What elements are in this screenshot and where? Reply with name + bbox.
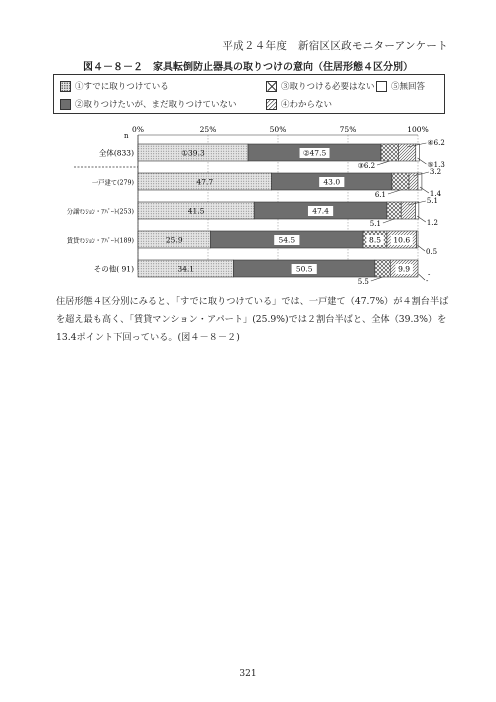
- data-label: 5.1: [426, 197, 438, 205]
- dot-pattern-icon: [60, 81, 71, 92]
- stacked-bar-chart: [0, 120, 496, 285]
- x-tick-label: 50%: [269, 125, 287, 134]
- legend-label: ④わからない: [281, 100, 333, 110]
- legend-item-5: [376, 80, 425, 92]
- data-label: 41.5: [187, 206, 205, 216]
- data-label: 10.6: [393, 235, 411, 245]
- x-tick-label: 0%: [132, 125, 144, 134]
- data-label: ③6.2: [357, 162, 376, 170]
- legend-label: ⑤無回答: [391, 82, 426, 92]
- data-label: -: [428, 270, 431, 279]
- bar-segment: [381, 144, 398, 161]
- page-header: 平成２４年度 新宿区区政モニターアンケート: [222, 40, 448, 52]
- body-paragraph: 住居形態４区分別にみると、「すでに取りつけている」では、一戸建て（47.7%）が４割台半ばを超え最も高く、「賃貸マンション・アパート」(25.9%)では２割台半ばと、全体（39.3%）を13.4ポイント下回っている。(図４－８－２): [56, 296, 449, 343]
- category-label: 分譲ﾏﾝｼｮﾝ・ｱﾊﾟｰﾄ(253): [66, 208, 134, 216]
- data-label: 1.4: [429, 190, 442, 198]
- data-label: -: [426, 277, 429, 285]
- callout-line: [377, 161, 390, 165]
- callout-line: [371, 277, 383, 281]
- legend: [53, 74, 445, 114]
- data-label: 3.2: [429, 168, 442, 176]
- data-label: 8.5: [369, 235, 381, 245]
- bar-segment: [398, 144, 415, 161]
- data-label: 34.1: [177, 264, 195, 274]
- callout-line: [419, 274, 426, 280]
- legend-label: ①すでに取りつけている: [75, 82, 169, 92]
- data-label: ⑤1.3: [427, 161, 445, 169]
- data-label: 5.1: [369, 220, 381, 228]
- bar-segment: [409, 173, 418, 190]
- bar-segment: [375, 260, 390, 277]
- data-label: 50.5: [295, 264, 313, 274]
- bar-segment: [416, 144, 420, 161]
- bar-segment: [392, 173, 409, 190]
- category-label: 賃貸ﾏﾝｼｮﾝ・ｱﾊﾟｰﾄ(189): [66, 237, 134, 245]
- x-tick-label: 100%: [407, 125, 429, 134]
- data-label: ②47.5: [302, 148, 327, 158]
- data-label: 25.9: [165, 235, 183, 245]
- category-label: 全体(833): [98, 148, 134, 158]
- white-pattern-icon: [376, 81, 387, 92]
- category-label: 一戸建て(279): [91, 179, 134, 187]
- hatch-pattern-icon: [266, 99, 277, 110]
- page-number: 321: [239, 669, 257, 679]
- legend-item-3: [266, 80, 375, 92]
- legend-item-2: [60, 98, 237, 110]
- dark-pattern-icon: [60, 99, 71, 110]
- bar-segment: [401, 202, 415, 219]
- callout-line: [417, 245, 425, 251]
- legend-item-1: [60, 80, 169, 92]
- data-label: 6.1: [374, 191, 386, 199]
- data-label: 9.9: [398, 264, 411, 274]
- data-label: ④6.2: [427, 139, 445, 147]
- bar-segment: [418, 173, 422, 190]
- data-label: 1.2: [426, 219, 438, 227]
- data-label: 5.5: [357, 278, 369, 285]
- figure-title: 図４－８－２ 家具転倒防止器具の取りつけの意向（住居形態４区分別）: [83, 62, 413, 73]
- callout-line: [383, 219, 394, 223]
- x-tick-label: 25%: [199, 125, 217, 134]
- cross-pattern-icon: [266, 81, 277, 92]
- data-label: 47.4: [312, 206, 329, 216]
- legend-label: ③取りつける必要はない: [281, 82, 375, 92]
- callout-line: [388, 190, 401, 194]
- data-label: 47.7: [196, 177, 214, 187]
- data-label: 54.5: [278, 235, 296, 245]
- legend-item-4: [266, 98, 332, 110]
- legend-label: ②取りつけたいが、まだ取りつけていない: [75, 100, 237, 110]
- data-label: 43.0: [323, 177, 341, 187]
- x-tick-label: 75%: [339, 125, 357, 134]
- data-label: ①39.3: [181, 148, 205, 158]
- n-label: n: [124, 132, 129, 140]
- category-label: その他( 91): [93, 264, 134, 274]
- bar-segment: [387, 202, 401, 219]
- data-label: 0.5: [426, 248, 438, 256]
